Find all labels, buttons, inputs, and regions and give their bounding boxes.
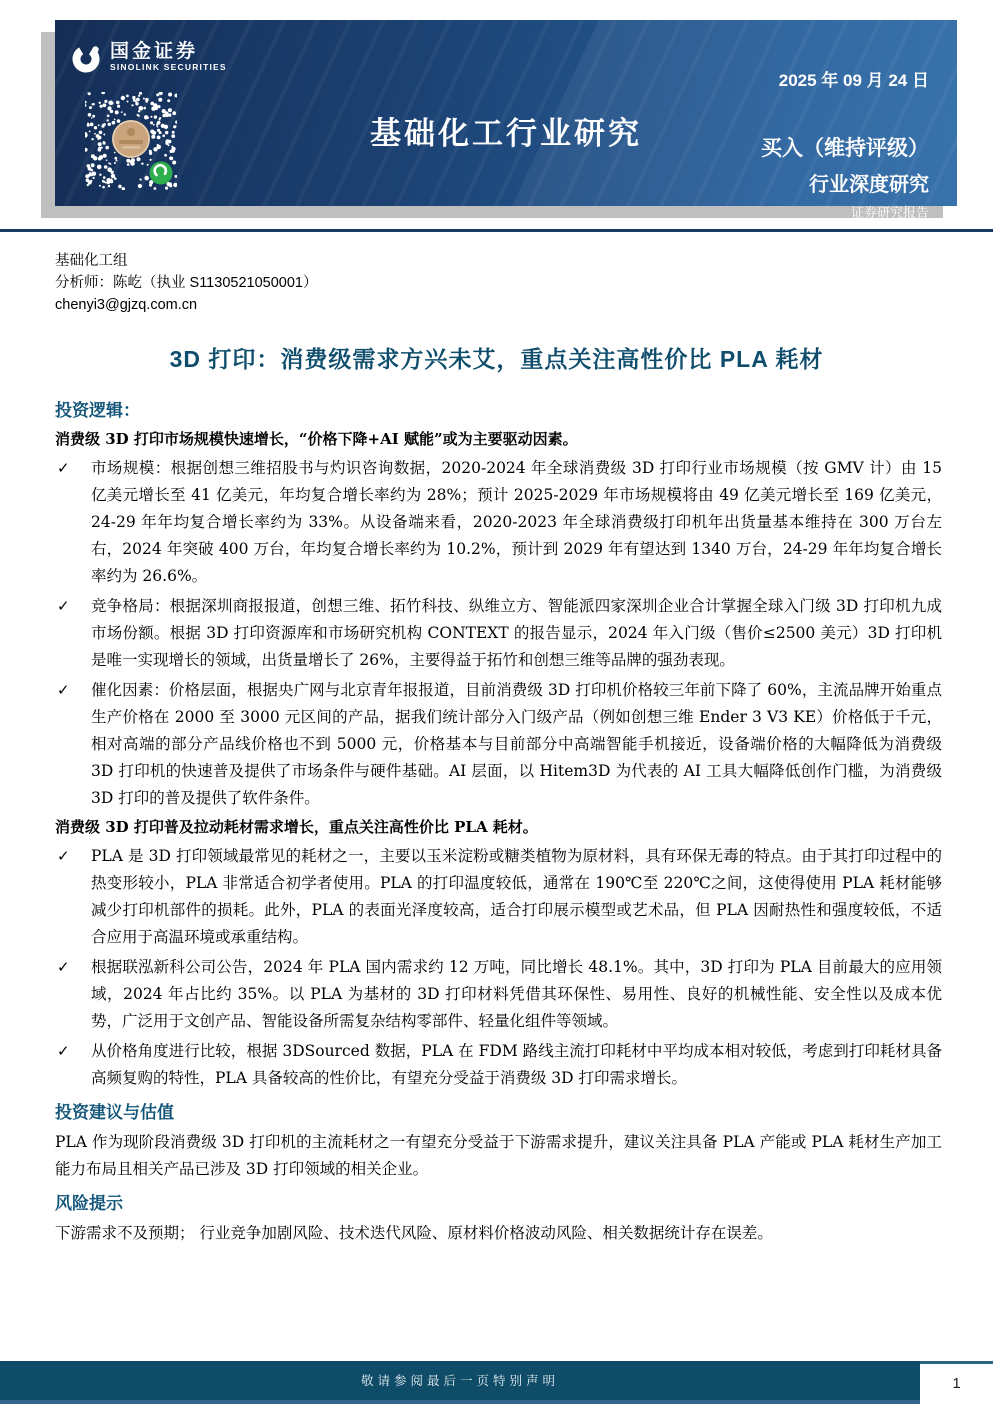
- bullet-text: 根据联泓新科公司公告，2024 年 PLA 国内需求约 12 万吨，同比增长 48.1%。其中，3D 打印为 PLA 目前最大的应用领域，2024 年占比约 35%。以 PLA 为基材的 3D 打印材料凭借其环保性、易用性、良好的机械性能、安全性以及成本优势，广泛用于文创产品、智能设备所需复杂结构零部件、轻量化组件等领域。: [91, 958, 942, 1030]
- sinolink-g-mark-icon: [71, 43, 101, 73]
- company-name-cn: 国金证券: [110, 41, 199, 62]
- check-icon: ✓: [57, 848, 70, 865]
- banner-title: 基础化工行业研究: [370, 116, 642, 151]
- section-heading-advice: 投资建议与估值: [55, 1103, 174, 1122]
- analyst-block: [55, 250, 317, 316]
- bullet-item: [55, 1038, 942, 1092]
- bullet-text: 催化因素：价格层面，根据央广网与北京青年报报道，目前消费级 3D 打印机价格较三年前下降了 60%，主流品牌开始重点生产价格在 2000 至 3000 元区间的产品，据我们统计部分入门级产品（例如创想三维 Ender 3 V3 KE）价格低于千元，相对高端的部分产品线价格也不到 5000 元，价格基本与目前部分中高端智能手机接近，设备端价格的大幅降低为消费级 3D 打印机的快速普及提供了市场条件与硬件基础。AI 层面，以 Hitem3D 为代表的 AI 工具大幅降低创作门槛，为消费级 3D 打印的普及提供了软件条件。: [91, 681, 942, 807]
- check-icon: ✓: [57, 1043, 70, 1060]
- check-icon: ✓: [57, 959, 70, 976]
- bullet-item: [55, 954, 942, 1035]
- analyst-name-line: 分析师：陈屹（执业 S1130521050001）: [55, 275, 318, 291]
- report-type: 行业深度研究: [809, 174, 929, 196]
- risk-paragraph: 下游需求不及预期； 行业竞争加剧风险、技术迭代风险、原材料价格波动风险、相关数据统计存在误差。: [55, 1224, 773, 1242]
- footer-disclaimer-text: 敬请参阅最后一页特别声明: [360, 1373, 559, 1388]
- lead-paragraph-market-growth: 消费级 3D 打印市场规模快速增长，“价格下降+AI 赋能”或为主要驱动因素。: [55, 430, 578, 448]
- section-heading-investment-logic: 投资逻辑：: [55, 401, 140, 420]
- report-date: 2025 年 09 月 24 日: [778, 71, 929, 90]
- lead-paragraph-pla-demand: 消费级 3D 打印普及拉动耗材需求增长，重点关注高性价比 PLA 耗材。: [55, 818, 538, 836]
- report-title: 3D 打印：消费级需求方兴未艾，重点关注高性价比 PLA 耗材: [169, 346, 824, 372]
- company-logo-text: [110, 42, 227, 73]
- bullet-item: [55, 843, 942, 951]
- header-divider: [0, 229, 993, 232]
- company-logo: [71, 42, 227, 73]
- bullet-item: [55, 455, 942, 590]
- report-category: 证券研究报告: [850, 205, 929, 220]
- footer-disclaimer-bar: [0, 1361, 920, 1404]
- company-name-en: SINOLINK SECURITIES: [110, 62, 227, 72]
- report-body: [55, 390, 942, 1253]
- check-icon: ✓: [57, 682, 70, 699]
- bullet-text: PLA 是 3D 打印领域最常见的耗材之一，主要以玉米淀粉或糖类植物为原材料，具有环保无毒的特点。由于其打印过程中的热变形较小，PLA 非常适合初学者使用。PLA 的打印温度较低，通常在 190℃至 220℃之间，这使得使用 PLA 耗材能够减少打印机部件的损耗。此外，PLA 的表面光泽度较高，适合打印展示模型或艺术品，但 PLA 因耐热性和强度较低，不适合应用于高温环境或承重结构。: [91, 847, 942, 946]
- header-banner: [55, 20, 957, 220]
- page-number-box: [920, 1361, 993, 1404]
- check-icon: ✓: [57, 460, 70, 477]
- bullet-text: 竞争格局：根据深圳商报报道，创想三维、拓竹科技、纵维立方、智能派四家深圳企业合计掌握全球入门级 3D 打印机九成市场份额。根据 3D 打印资源库和市场研究机构 CONTEXT 的报告显示，2024 年入门级（售价≤2500 美元）3D 打印机是唯一实现增长的领域，出货量增长了 26%，主要得益于拓竹和创想三维等品牌的强劲表现。: [91, 597, 942, 669]
- bullet-item: [55, 677, 942, 812]
- bullet-list-market: [55, 455, 942, 812]
- rating-badge: 买入（维持评级）: [761, 137, 929, 160]
- bullet-list-pla: [55, 843, 942, 1092]
- analyst-email: chenyi3@gjzq.com.cn: [55, 297, 198, 313]
- page-number: 1: [952, 1375, 961, 1392]
- bullet-text: 市场规模：根据创想三维招股书与灼识咨询数据，2020-2024 年全球消费级 3D 打印行业市场规模（按 GMV 计）由 15 亿美元增长至 41 亿美元，年均复合增长率约为 28%；预计 2025-2029 年市场规模将由 49 亿美元增长至 169 亿美元，24-29 年年均复合增长率约为 33%。从设备端来看，2020-2023 年全球消费级打印机年出货量基本维持在 300 万台左右，2024 年突破 400 万台，年均复合增长率约为 10.2%，预计到 2029 年有望达到 1340 万台，24-29 年年均复合增长率约为 26.6%。: [91, 459, 942, 585]
- check-icon: ✓: [57, 598, 70, 615]
- section-heading-risk: 风险提示: [55, 1194, 123, 1213]
- bullet-item: [55, 593, 942, 674]
- advice-paragraph: PLA 作为现阶段消费级 3D 打印机的主流耗材之一有望充分受益于下游需求提升，建议关注具备 PLA 产能或 PLA 耗材生产加工能力布局且相关产品已涉及 3D 打印领域的相关企业。: [55, 1133, 942, 1178]
- analyst-group: 基础化工组: [55, 253, 128, 269]
- bullet-text: 从价格角度进行比较，根据 3DSourced 数据，PLA 在 FDM 路线主流打印耗材中平均成本相对较低，考虑到打印耗材具备高频复购的特性，PLA 具备较高的性价比，有望充分受益于消费级 3D 打印需求增长。: [91, 1042, 942, 1087]
